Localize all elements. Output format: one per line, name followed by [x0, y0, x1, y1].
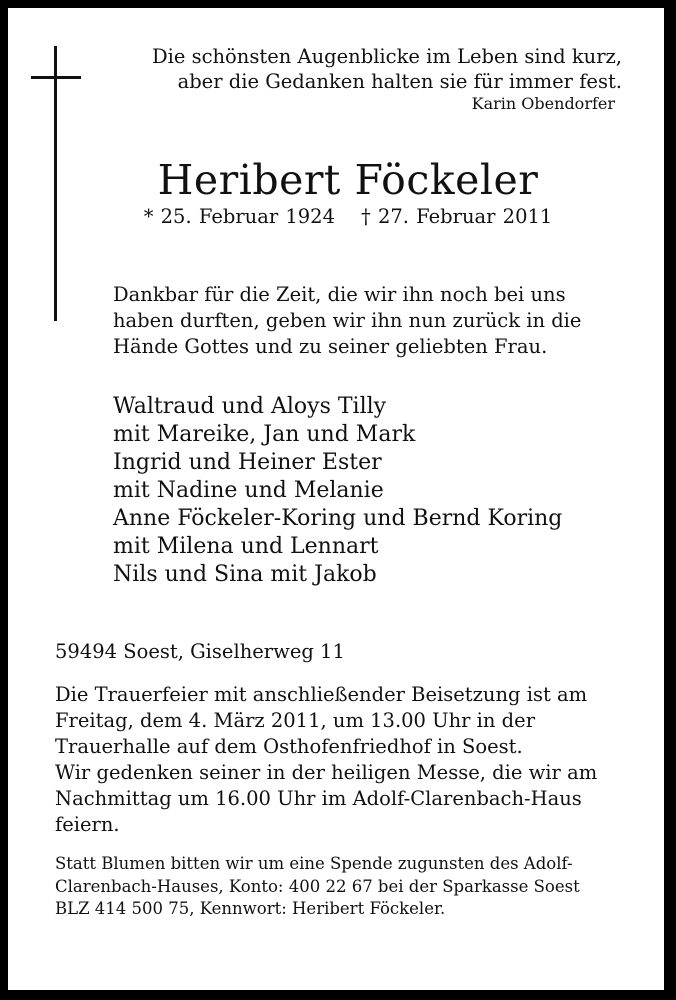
life-dates [88, 205, 608, 228]
funeral-line: Trauerhalle auf dem Osthofenfriedhof in Soest. [55, 735, 523, 758]
family-list [113, 393, 653, 589]
family-line: mit Nadine und Melanie [113, 478, 384, 503]
donation-line: Statt Blumen bitten wir um eine Spende zugunsten des Adolf- [55, 854, 573, 873]
quote [108, 44, 622, 94]
family-line: Ingrid und Heiner Ester [113, 450, 382, 475]
gratitude-line: haben durften, geben wir ihn nun zurück in die [113, 309, 582, 332]
donation-line: BLZ 414 500 75, Kennwort: Heribert Föckeler. [55, 899, 446, 918]
funeral-line: feiern. [55, 813, 120, 836]
family-line: mit Milena und Lennart [113, 534, 379, 559]
family-line: Waltraud und Aloys Tilly [113, 394, 387, 419]
gratitude-text [113, 282, 653, 360]
quote-author: Karin Obendorfer [471, 94, 615, 113]
obituary-notice [8, 8, 664, 990]
donation-note [55, 853, 655, 921]
family-line: mit Mareike, Jan und Mark [113, 422, 416, 447]
cross-icon-bar [31, 76, 81, 79]
death-date: † 27. Februar 2011 [361, 205, 553, 228]
quote-line: Die schönsten Augenblicke im Leben sind kurz, [151, 45, 622, 68]
funeral-line: Freitag, dem 4. März 2011, um 13.00 Uhr in der [55, 709, 536, 732]
deceased-name: Heribert Föckeler [157, 156, 539, 204]
quote-line: aber die Gedanken halten sie für immer fest. [177, 70, 622, 93]
funeral-line: Wir gedenken seiner in der heiligen Messe, die wir am [55, 761, 598, 784]
family-line: Anne Föckeler-Koring und Bernd Koring [113, 506, 563, 531]
address: 59494 Soest, Giselherweg 11 [55, 640, 345, 663]
donation-line: Clarenbach-Hauses, Konto: 400 22 67 bei der Sparkasse Soest [55, 876, 580, 896]
birth-date: * 25. Februar 1924 [143, 205, 335, 228]
gratitude-line: Hände Gottes und zu seiner geliebten Frau. [113, 335, 548, 358]
gratitude-line: Dankbar für die Zeit, die wir ihn noch bei uns [113, 283, 566, 306]
funeral-info [55, 682, 655, 838]
cross-icon [54, 46, 57, 321]
funeral-line: Nachmittag um 16.00 Uhr im Adolf-Clarenbach-Haus [55, 787, 582, 810]
funeral-line: Die Trauerfeier mit anschließender Beisetzung ist am [55, 683, 588, 706]
family-line: Nils und Sina mit Jakob [113, 562, 377, 587]
